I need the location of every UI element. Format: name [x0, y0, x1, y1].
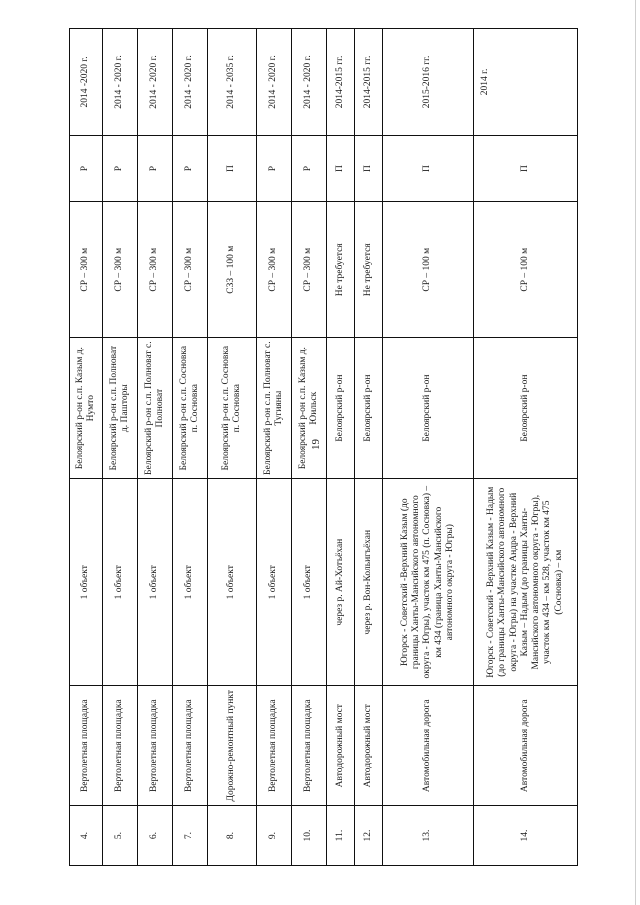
object-status: П	[208, 135, 257, 201]
zone-size: СР – 100 м	[474, 202, 578, 338]
object-location: Белоярский р-он с.п. Полноват с. Тугияны	[257, 338, 292, 479]
object-name: Вертолетная площадка	[103, 686, 138, 806]
row-number: 7.	[173, 806, 208, 866]
object-status: Р	[257, 135, 292, 201]
table-row	[70, 29, 103, 866]
object-description: 1 объект	[292, 479, 327, 686]
object-location: Белоярский р-он с.п. Полноват с. Полноват	[138, 338, 173, 479]
object-description: 1 объект	[103, 479, 138, 686]
object-location: Белоярский р-он	[327, 338, 355, 479]
object-status: П	[355, 135, 383, 201]
object-location: Белоярский р-он с.п. Сосновка п. Сосновка	[173, 338, 208, 479]
object-name: Автодорожный мост	[327, 686, 355, 806]
row-number: 13.	[383, 806, 474, 866]
row-number: 8.	[208, 806, 257, 866]
page-number: 19	[310, 439, 322, 450]
time-period: 2014 - 2020 г.	[103, 29, 138, 136]
object-name: Вертолетная площадка	[138, 686, 173, 806]
object-status: П	[383, 135, 474, 201]
table-row	[173, 29, 208, 866]
object-location: Белоярский р-он	[383, 338, 474, 479]
time-period: 2014 - 2020 г.	[173, 29, 208, 136]
table-row	[327, 29, 355, 866]
table-row	[292, 29, 327, 866]
object-description: 1 объект	[138, 479, 173, 686]
time-period: 2014 - 2020 г.	[257, 29, 292, 136]
row-number: 11.	[327, 806, 355, 866]
objects-table	[69, 28, 578, 866]
row-number: 12.	[355, 806, 383, 866]
rotated-table-wrapper	[69, 28, 577, 866]
object-location: Белоярский р-он	[474, 338, 578, 479]
object-status: П	[327, 135, 355, 201]
row-number: 10.	[292, 806, 327, 866]
object-name: Автомобильная дорога	[474, 686, 578, 806]
object-description: 1 объект	[70, 479, 103, 686]
object-location: Белоярский р-он	[355, 338, 383, 479]
row-number: 9.	[257, 806, 292, 866]
zone-size: Не требуется	[327, 202, 355, 338]
zone-size: СР – 300 м	[292, 202, 327, 338]
row-number: 6.	[138, 806, 173, 866]
time-period: 2014-2015 гг.	[327, 29, 355, 136]
time-period: 2014-2015 гг.	[355, 29, 383, 136]
object-description: 1 объект	[173, 479, 208, 686]
table-row	[355, 29, 383, 866]
time-period: 2014 - 2020 г.	[292, 29, 327, 136]
scan-edge-line	[635, 0, 636, 905]
time-period: 2014 - 2035 г.	[208, 29, 257, 136]
object-location: Белоярский р-он с.п. Казым д. Юильск	[292, 338, 327, 479]
object-location: Белоярский р-он с.п. Полноват д. Пашторы	[103, 338, 138, 479]
object-status: Р	[103, 135, 138, 201]
zone-size: Не требуется	[355, 202, 383, 338]
object-name: Дорожно-ремонтный пункт	[208, 686, 257, 806]
object-name: Вертолетная площадка	[70, 686, 103, 806]
object-description: 1 объект	[208, 479, 257, 686]
object-name: Вертолетная площадка	[173, 686, 208, 806]
object-status: Р	[292, 135, 327, 201]
table-row	[383, 29, 474, 866]
table-row	[208, 29, 257, 866]
zone-size: СР – 300 м	[138, 202, 173, 338]
time-period: 2014 -2020 г.	[70, 29, 103, 136]
zone-size: СР – 300 м	[70, 202, 103, 338]
object-location: Белоярский р-он с.п. Сосновка п. Сосновка	[208, 338, 257, 479]
time-period: 2014 г.	[474, 29, 578, 136]
row-number: 4.	[70, 806, 103, 866]
object-description: Югорск - Советский -Верхний Казым (до границы Ханты-Мансийского автономного округа - Югры), участок км 475 (п. Сосновка) – км 434 (граница Ханты-Мансийского автономного округа - Югры)	[383, 479, 474, 686]
table-row	[103, 29, 138, 866]
object-name: Автодорожный мост	[355, 686, 383, 806]
row-number: 14.	[474, 806, 578, 866]
zone-size: СР – 300 м	[173, 202, 208, 338]
row-number: 5.	[103, 806, 138, 866]
object-name: Автомобильная дорога	[383, 686, 474, 806]
table-row	[138, 29, 173, 866]
table-row	[257, 29, 292, 866]
object-location: Белоярский р-он с.п. Казым д. Нумто	[70, 338, 103, 479]
time-period: 2014 - 2020 г.	[138, 29, 173, 136]
object-status: Р	[138, 135, 173, 201]
object-description: через р. Вон-Кольигъёхан	[355, 479, 383, 686]
object-status: Р	[70, 135, 103, 201]
zone-size: СР – 300 м	[103, 202, 138, 338]
object-name: Вертолетная площадка	[292, 686, 327, 806]
object-name: Вертолетная площадка	[257, 686, 292, 806]
object-status: Р	[173, 135, 208, 201]
zone-size: СР – 100 м	[383, 202, 474, 338]
object-description: Югорск - Советский - Верхний Казым - Надым (до границы Ханты-Мансийского автономного округа - Югры) на участке Андра - Верхний Казым – Надым (до границы Ханты-Мансийского автономного округа - Югры), участок км 434 – км 528, участок км 475 (Сосновка) – км	[474, 479, 578, 686]
zone-size: СР – 300 м	[257, 202, 292, 338]
object-status: П	[474, 135, 578, 201]
table-row	[474, 29, 578, 866]
object-description: 1 объект	[257, 479, 292, 686]
time-period: 2015-2016 гг.	[383, 29, 474, 136]
object-description: через р. Ай-Хотъёхан	[327, 479, 355, 686]
zone-size: СЗЗ – 100 м	[208, 202, 257, 338]
